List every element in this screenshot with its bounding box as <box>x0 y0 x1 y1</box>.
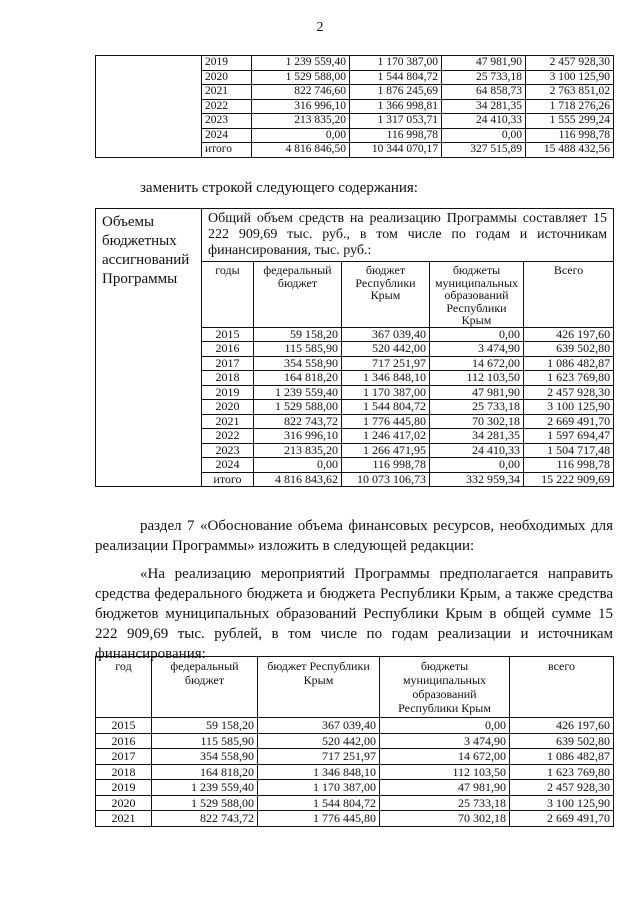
total-cell: 2 763 851,02 <box>526 85 614 100</box>
header-federal: федеральный бюджет <box>254 262 342 328</box>
crimea-cell: 1 366 998,81 <box>350 99 442 114</box>
federal-cell: 59 158,20 <box>254 327 342 342</box>
year-cell: 2019 <box>202 385 254 400</box>
total-cell: 1 597 694,47 <box>524 429 614 444</box>
total-cell: 1 504 717,48 <box>524 443 614 458</box>
total-cell: 1 555 299,24 <box>526 114 614 129</box>
federal-cell: 822 746,60 <box>252 85 350 100</box>
federal-cell: 1 529 588,00 <box>252 70 350 85</box>
table-row <box>96 718 614 734</box>
municipal-cell: 0,00 <box>430 458 524 473</box>
federal-cell: 1 239 559,40 <box>254 385 342 400</box>
crimea-cell: 520 442,00 <box>258 733 380 749</box>
federal-cell: 1 239 559,40 <box>252 56 350 71</box>
year-cell: 2019 <box>202 56 252 71</box>
year-cell: 2017 <box>96 749 152 765</box>
federal-cell: 115 585,90 <box>254 342 342 357</box>
replace-instruction: заменить строкой следующего содержания: <box>140 180 418 196</box>
funding-table-old-body <box>96 56 614 158</box>
crimea-cell: 367 039,40 <box>342 327 430 342</box>
section7-instruction: раздел 7 «Обоснование объема финансовых ресурсов, необходимых для реализации Программы» изложить в следующей редакции: <box>95 518 613 554</box>
federal-cell: 354 558,90 <box>152 749 258 765</box>
year-cell: 2022 <box>202 429 254 444</box>
table-row <box>96 811 614 827</box>
crimea-cell: 1 876 245,69 <box>350 85 442 100</box>
municipal-cell: 327 515,89 <box>442 143 526 158</box>
crimea-cell: 1 170 387,00 <box>258 780 380 796</box>
federal-cell: 4 816 843,62 <box>254 472 342 487</box>
year-cell: 2015 <box>202 327 254 342</box>
label-cell <box>96 56 202 158</box>
year-cell: 2024 <box>202 128 252 143</box>
crimea-cell: 1 170 387,00 <box>350 56 442 71</box>
header-municipal: бюджеты муниципальных образований Республики Крым <box>430 262 524 328</box>
federal-cell: 822 743,72 <box>152 811 258 827</box>
year-cell: итого <box>202 143 252 158</box>
federal-cell: 0,00 <box>252 128 350 143</box>
header-year: год <box>96 657 152 718</box>
municipal-cell: 112 103,50 <box>430 371 524 386</box>
crimea-cell: 520 442,00 <box>342 342 430 357</box>
year-cell: 2018 <box>96 764 152 780</box>
municipal-cell: 14 672,00 <box>380 749 510 765</box>
table-row <box>96 780 614 796</box>
crimea-cell: 10 344 070,17 <box>350 143 442 158</box>
federal-cell: 316 996,10 <box>254 429 342 444</box>
funding-table-section7 <box>95 656 614 827</box>
section-label: Объемы бюджетных ассигнований Программы <box>96 209 202 487</box>
year-cell: 2017 <box>202 356 254 371</box>
municipal-cell: 47 981,90 <box>380 780 510 796</box>
total-cell: 116 998,78 <box>524 458 614 473</box>
year-cell: 2021 <box>96 811 152 827</box>
municipal-cell: 332 959,34 <box>430 472 524 487</box>
federal-cell: 115 585,90 <box>152 733 258 749</box>
municipal-cell: 70 302,18 <box>380 811 510 827</box>
total-cell: 639 502,80 <box>524 342 614 357</box>
total-cell: 426 197,60 <box>510 718 614 734</box>
municipal-cell: 112 103,50 <box>380 764 510 780</box>
total-cell: 1 623 769,80 <box>524 371 614 386</box>
total-cell: 3 100 125,90 <box>510 795 614 811</box>
federal-cell: 822 743,72 <box>254 414 342 429</box>
municipal-cell: 24 410,33 <box>442 114 526 129</box>
year-cell: 2020 <box>202 400 254 415</box>
year-cell: 2021 <box>202 85 252 100</box>
total-cell: 1 623 769,80 <box>510 764 614 780</box>
header-crimea: бюджет Республики Крым <box>342 262 430 328</box>
total-cell: 1 086 482,87 <box>510 749 614 765</box>
crimea-cell: 1 246 417,02 <box>342 429 430 444</box>
header-year: годы <box>202 262 254 328</box>
federal-cell: 164 818,20 <box>152 764 258 780</box>
municipal-cell: 3 474,90 <box>380 733 510 749</box>
crimea-cell: 1 346 848,10 <box>342 371 430 386</box>
total-cell: 15 488 432,56 <box>526 143 614 158</box>
municipal-cell: 0,00 <box>430 327 524 342</box>
header-federal: федеральный бюджет <box>152 657 258 718</box>
funding-table-old <box>95 55 614 158</box>
crimea-cell: 1 544 804,72 <box>350 70 442 85</box>
crimea-cell: 116 998,78 <box>342 458 430 473</box>
header-total: Всего <box>524 262 614 328</box>
funding-table-section7-body <box>96 657 614 827</box>
total-cell: 15 222 909,69 <box>524 472 614 487</box>
year-cell: 2020 <box>202 70 252 85</box>
crimea-cell: 1 266 471,95 <box>342 443 430 458</box>
federal-cell: 1 529 588,00 <box>254 400 342 415</box>
funding-table-new <box>95 208 614 487</box>
total-cell: 2 457 928,30 <box>526 56 614 71</box>
year-cell: 2022 <box>202 99 252 114</box>
crimea-cell: 10 073 106,73 <box>342 472 430 487</box>
page-number: 2 <box>316 20 324 35</box>
header-row <box>96 657 614 718</box>
total-cell: 2 457 928,30 <box>510 780 614 796</box>
municipal-cell: 47 981,90 <box>442 56 526 71</box>
crimea-cell: 1 170 387,00 <box>342 385 430 400</box>
year-cell: 2021 <box>202 414 254 429</box>
year-cell: итого <box>202 472 254 487</box>
crimea-cell: 1 776 445,80 <box>342 414 430 429</box>
crimea-cell: 1 544 804,72 <box>258 795 380 811</box>
header-crimea: бюджет Республики Крым <box>258 657 380 718</box>
year-cell: 2019 <box>96 780 152 796</box>
crimea-cell: 1 776 445,80 <box>258 811 380 827</box>
year-cell: 2024 <box>202 458 254 473</box>
municipal-cell: 14 672,00 <box>430 356 524 371</box>
total-cell: 2 457 928,30 <box>524 385 614 400</box>
municipal-cell: 34 281,35 <box>442 99 526 114</box>
table-row <box>96 795 614 811</box>
total-cell: 1 086 482,87 <box>524 356 614 371</box>
municipal-cell: 70 302,18 <box>430 414 524 429</box>
year-cell: 2023 <box>202 114 252 129</box>
year-cell: 2018 <box>202 371 254 386</box>
table-row <box>96 733 614 749</box>
municipal-cell: 25 733,18 <box>430 400 524 415</box>
crimea-cell: 1 544 804,72 <box>342 400 430 415</box>
total-cell: 639 502,80 <box>510 733 614 749</box>
federal-cell: 213 835,20 <box>252 114 350 129</box>
table-row <box>96 749 614 765</box>
crimea-cell: 1 317 053,71 <box>350 114 442 129</box>
table-row <box>96 56 614 71</box>
federal-cell: 354 558,90 <box>254 356 342 371</box>
year-cell: 2015 <box>96 718 152 734</box>
section7-quote: «На реализацию мероприятий Программы предполагается направить средства федерального бюджета и бюджета Республики Крым, а также средства бюджетов муниципальных образований Республики Крым в общей сумме 15 222 909,69 тыс. рублей, в том числе по годам реализации и источникам финансирования: <box>95 566 613 662</box>
header-municipal: бюджеты муниципальных образований Республики Крым <box>380 657 510 718</box>
year-cell: 2023 <box>202 443 254 458</box>
municipal-cell: 0,00 <box>380 718 510 734</box>
federal-cell: 213 835,20 <box>254 443 342 458</box>
municipal-cell: 25 733,18 <box>380 795 510 811</box>
total-cell: 3 100 125,90 <box>526 70 614 85</box>
municipal-cell: 64 858,73 <box>442 85 526 100</box>
federal-cell: 0,00 <box>254 458 342 473</box>
federal-cell: 4 816 846,50 <box>252 143 350 158</box>
crimea-cell: 717 251,97 <box>258 749 380 765</box>
total-cell: 426 197,60 <box>524 327 614 342</box>
total-cell: 2 669 491,70 <box>524 414 614 429</box>
crimea-cell: 116 998,78 <box>350 128 442 143</box>
funding-table-new-body <box>96 209 614 487</box>
table-row <box>96 764 614 780</box>
municipal-cell: 3 474,90 <box>430 342 524 357</box>
federal-cell: 59 158,20 <box>152 718 258 734</box>
total-cell: 1 718 276,26 <box>526 99 614 114</box>
municipal-cell: 24 410,33 <box>430 443 524 458</box>
federal-cell: 316 996,10 <box>252 99 350 114</box>
total-cell: 116 998,78 <box>526 128 614 143</box>
year-cell: 2020 <box>96 795 152 811</box>
total-cell: 2 669 491,70 <box>510 811 614 827</box>
total-cell: 3 100 125,90 <box>524 400 614 415</box>
crimea-cell: 367 039,40 <box>258 718 380 734</box>
year-cell: 2016 <box>202 342 254 357</box>
municipal-cell: 25 733,18 <box>442 70 526 85</box>
municipal-cell: 34 281,35 <box>430 429 524 444</box>
crimea-cell: 1 346 848,10 <box>258 764 380 780</box>
federal-cell: 1 239 559,40 <box>152 780 258 796</box>
summary-text: Общий объем средств на реализацию Программы составляет 15 222 909,69 тыс. руб., в том числе по годам и источникам финансирования, тыс. руб.: <box>202 209 614 262</box>
municipal-cell: 47 981,90 <box>430 385 524 400</box>
crimea-cell: 717 251,97 <box>342 356 430 371</box>
federal-cell: 164 818,20 <box>254 371 342 386</box>
year-cell: 2016 <box>96 733 152 749</box>
federal-cell: 1 529 588,00 <box>152 795 258 811</box>
municipal-cell: 0,00 <box>442 128 526 143</box>
header-total: всего <box>510 657 614 718</box>
summary-row <box>96 209 614 262</box>
